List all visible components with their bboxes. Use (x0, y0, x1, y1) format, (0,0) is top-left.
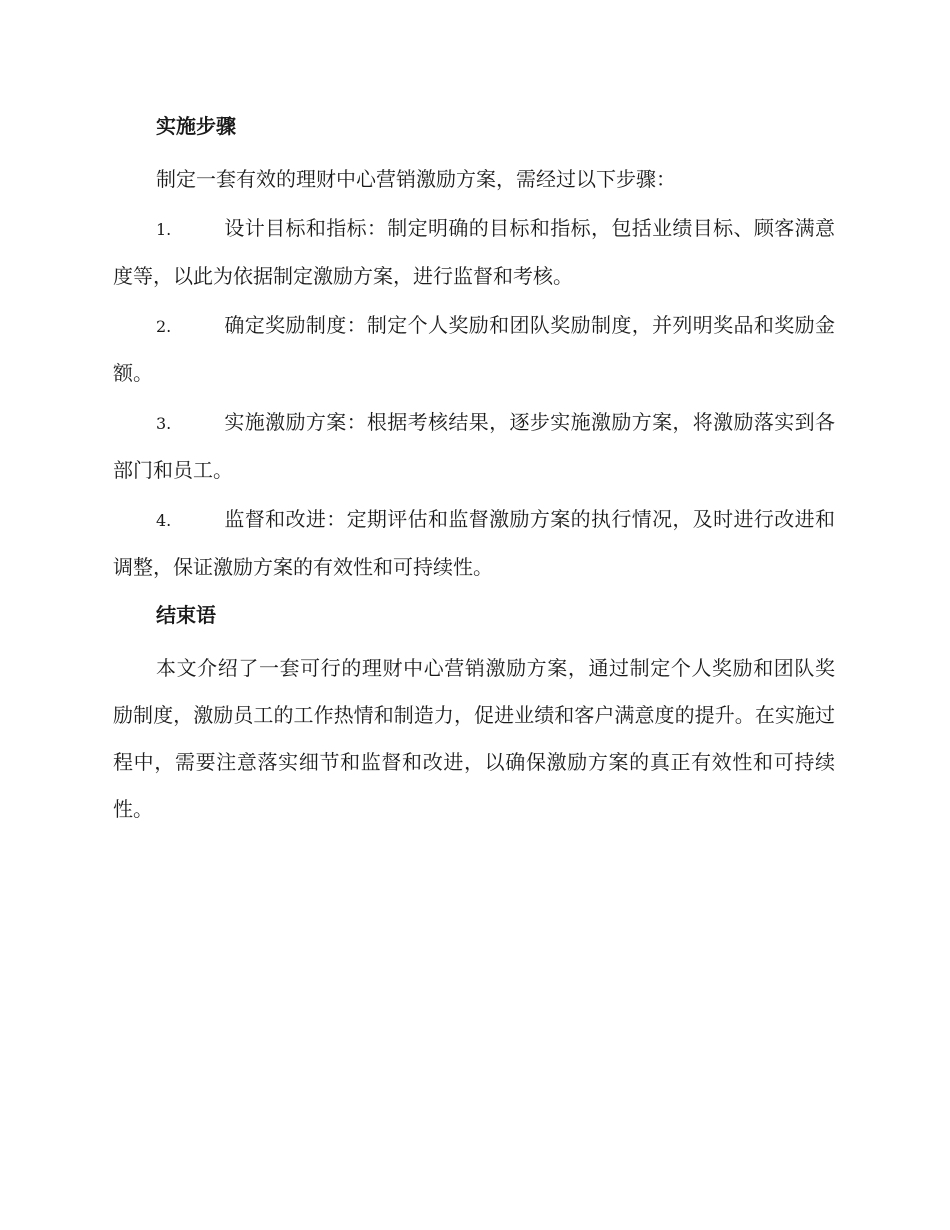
step-text: 实施激励方案：根据考核结果，逐步实施激励方案，将激励落实到各部门和员工。 (113, 410, 835, 482)
step-text: 监督和改进：定期评估和监督激励方案的执行情况，及时进行改进和调整，保证激励方案的有效性和可持续性。 (113, 507, 835, 579)
step-item-3 (113, 399, 835, 494)
step-number: 2. (156, 317, 172, 336)
step-number: 1. (156, 220, 172, 239)
step-number: 4. (156, 511, 172, 530)
step-item-2 (113, 302, 835, 397)
conclusion-body: 本文介绍了一套可行的理财中心营销激励方案，通过制定个人奖励和团队奖励制度，激励员工的工作热情和制造力，促进业绩和客户满意度的提升。在实施过程中，需要注意落实细节和监督和改进，以确保激励方案的真正有效性和可持续性。 (113, 656, 835, 821)
step-item-1 (113, 205, 835, 300)
document-page (113, 110, 835, 835)
step-text: 确定奖励制度：制定个人奖励和团队奖励制度，并列明奖品和奖励金额。 (113, 313, 835, 385)
implementation-intro: 制定一套有效的理财中心营销激励方案，需经过以下步骤： (156, 167, 676, 191)
step-item-4 (113, 496, 835, 591)
step-number: 3. (156, 414, 172, 433)
section-heading-conclusion: 结束语 (156, 603, 216, 627)
step-text: 设计目标和指标：制定明确的目标和指标，包括业绩目标、顾客满意度等，以此为依据制定激励方案，进行监督和考核。 (113, 216, 835, 288)
section-heading-implementation: 实施步骤 (156, 114, 236, 138)
